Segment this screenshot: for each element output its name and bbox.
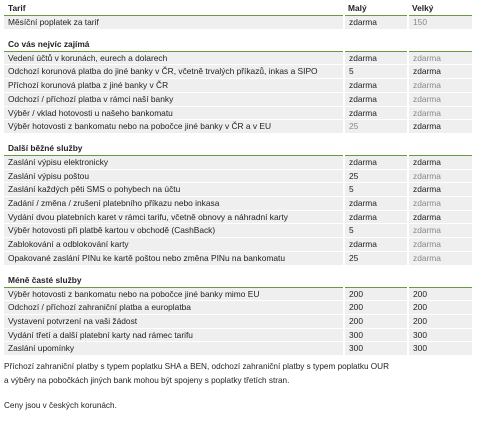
value-large: zdarma — [408, 197, 472, 211]
value-large: zdarma — [408, 224, 472, 238]
row-label: Výběr hotovosti při platbě kartou v obchodě (CashBack) — [4, 224, 344, 238]
section-heading-row — [4, 38, 472, 52]
row-label: Odchozí korunová platba do jiné banky v ČR, včetně trvalých příkazů, inkas a SIPO — [4, 65, 344, 79]
section-spacer — [4, 29, 472, 38]
table-row — [4, 169, 472, 183]
value-large: 200 — [408, 314, 472, 328]
section-title: Další běžné služby — [4, 142, 472, 156]
value-large: zdarma — [408, 155, 472, 169]
value-large: zdarma — [408, 79, 472, 93]
value-large: zdarma — [408, 106, 472, 120]
row-label: Výběr hotovosti z bankomatu nebo na pobočce jiné banky mimo EU — [4, 287, 344, 301]
value-large: zdarma — [408, 210, 472, 224]
value-small: 200 — [344, 314, 408, 328]
table-row — [4, 183, 472, 197]
table-row — [4, 65, 472, 79]
table-row — [4, 16, 472, 30]
table-row — [4, 79, 472, 93]
row-label: Výběr / vklad hotovosti u našeho bankomatu — [4, 106, 344, 120]
value-small: zdarma — [344, 197, 408, 211]
section-title: Co vás nejvíc zajímá — [4, 38, 472, 52]
table-header-row — [4, 2, 472, 16]
row-label: Vydání dvou platebních karet v rámci tarifu, včetně obnovy a náhradní karty — [4, 210, 344, 224]
header-tariff: Tarif — [4, 2, 344, 16]
value-large: zdarma — [408, 51, 472, 65]
value-small: 200 — [344, 301, 408, 315]
table-row — [4, 224, 472, 238]
table-row — [4, 51, 472, 65]
value-small: zdarma — [344, 106, 408, 120]
spacer-cell — [4, 265, 472, 274]
header-small: Malý — [344, 2, 408, 16]
table-row — [4, 155, 472, 169]
value-small: zdarma — [344, 238, 408, 252]
row-label: Vystavení potvrzení na vaši žádost — [4, 314, 344, 328]
table-row — [4, 314, 472, 328]
tariff-table — [4, 2, 472, 356]
value-large: zdarma — [408, 183, 472, 197]
row-label: Měsíční poplatek za tarif — [4, 16, 344, 30]
value-small: 25 — [344, 169, 408, 183]
value-small: 300 — [344, 342, 408, 356]
note-line: a výběry na pobočkách jiných bank mohou být spojeny s poplatky třetích stran. — [4, 375, 290, 385]
value-small: zdarma — [344, 51, 408, 65]
row-label: Výběr hotovosti z bankomatu nebo na pobočce jiné banky v ČR a v EU — [4, 120, 344, 134]
value-small: 5 — [344, 183, 408, 197]
value-large: zdarma — [408, 169, 472, 183]
row-label: Odchozí / příchozí zahraniční platba a europlatba — [4, 301, 344, 315]
row-label: Příchozí korunová platba z jiné banky v ČR — [4, 79, 344, 93]
table-row — [4, 287, 472, 301]
spacer-cell — [4, 29, 472, 38]
table-row — [4, 120, 472, 134]
row-label: Odchozí / příchozí platba v rámci naší banky — [4, 92, 344, 106]
row-label: Opakované zaslání PINu ke kartě poštou nebo změna PINu na bankomatu — [4, 251, 344, 265]
spacer-cell — [4, 133, 472, 142]
table-row — [4, 92, 472, 106]
section-heading-row — [4, 274, 472, 288]
sections-body — [4, 29, 472, 355]
note-line: Příchozí zahraniční platby s typem poplatku SHA a BEN, odchozí zahraniční platby s typem poplatku OUR — [4, 362, 390, 372]
value-large: 150 — [408, 16, 472, 30]
value-large: zdarma — [408, 238, 472, 252]
table-row — [4, 238, 472, 252]
value-large: 300 — [408, 342, 472, 356]
table-row — [4, 342, 472, 356]
row-label: Zaslání upomínky — [4, 342, 344, 356]
section-heading-row — [4, 142, 472, 156]
value-large: 300 — [408, 328, 472, 342]
section-spacer — [4, 133, 472, 142]
value-small: zdarma — [344, 16, 408, 30]
table-row — [4, 106, 472, 120]
value-small: zdarma — [344, 210, 408, 224]
row-label: Zadání / změna / zrušení platebního příkazu nebo inkasa — [4, 197, 344, 211]
value-small: 200 — [344, 287, 408, 301]
currency-note: Ceny jsou v českých korunách. — [4, 401, 117, 411]
value-large: zdarma — [408, 251, 472, 265]
table-row — [4, 210, 472, 224]
section-spacer — [4, 265, 472, 274]
table-row — [4, 251, 472, 265]
value-large: zdarma — [408, 92, 472, 106]
table-row — [4, 197, 472, 211]
table-row — [4, 301, 472, 315]
value-large: 200 — [408, 301, 472, 315]
footnotes — [4, 360, 472, 413]
row-label: Zaslání každých pěti SMS o pohybech na účtu — [4, 183, 344, 197]
value-small: 25 — [344, 251, 408, 265]
value-small: zdarma — [344, 92, 408, 106]
value-large: 200 — [408, 287, 472, 301]
value-small: 300 — [344, 328, 408, 342]
header-large: Velký — [408, 2, 472, 16]
row-label: Zaslání výpisu poštou — [4, 169, 344, 183]
row-label: Vydání třetí a další platební karty nad rámec tarifu — [4, 328, 344, 342]
value-small: zdarma — [344, 155, 408, 169]
value-small: zdarma — [344, 79, 408, 93]
value-small: 25 — [344, 120, 408, 134]
value-large: zdarma — [408, 120, 472, 134]
row-label: Zablokování a odblokování karty — [4, 238, 344, 252]
row-label: Zaslání výpisu elektronicky — [4, 155, 344, 169]
value-small: 5 — [344, 65, 408, 79]
tariff-price-list — [4, 2, 472, 413]
value-large: zdarma — [408, 65, 472, 79]
value-small: 5 — [344, 224, 408, 238]
section-title: Méně časté služby — [4, 274, 472, 288]
row-label: Vedení účtů v korunách, eurech a dolarech — [4, 51, 344, 65]
table-row — [4, 328, 472, 342]
